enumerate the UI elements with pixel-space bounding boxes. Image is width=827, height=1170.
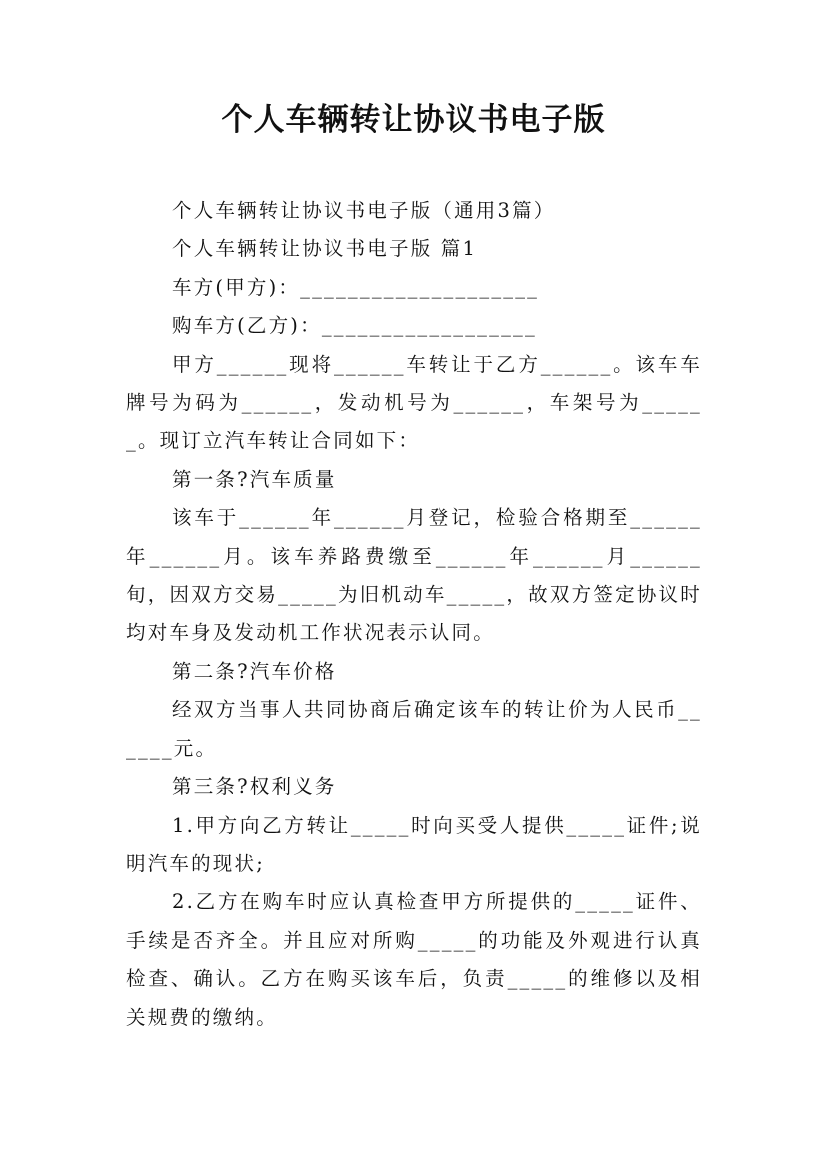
article-3-item-2: 2.乙方在购车时应认真检查甲方所提供的_____证件、手续是否齐全。并且应对所购_____的功能及外观进行认真检查、确认。乙方在购买该车后，负责_____的维修以及相关规费的缴纳。	[126, 890, 702, 1029]
buyer-party-line: 购车方(乙方)：__________________	[172, 314, 537, 338]
article-2-paragraph: 经双方当事人共同协商后确定该车的转让价为人民币______元。	[126, 698, 702, 760]
transfer-intro-paragraph: 甲方______现将______车转让于乙方______。该车车牌号为码为______，发动机号为______，车架号为______。现订立汽车转让合同如下：	[126, 352, 702, 453]
document-subtitle: 个人车辆转让协议书电子版（通用3篇）	[172, 199, 556, 222]
document-title: 个人车辆转让协议书电子版	[221, 102, 606, 138]
article-2-heading: 第二条?汽车价格	[172, 659, 337, 683]
document-body	[126, 192, 702, 1037]
article-3-heading: 第三条?权利义务	[172, 775, 337, 799]
article-1-heading: 第一条?汽车质量	[172, 467, 337, 491]
seller-party-line: 车方(甲方)：____________________	[172, 275, 540, 299]
article-3-item-1: 1.甲方向乙方转让_____时向买受人提供_____证件;说明汽车的现状;	[126, 813, 702, 875]
section-heading-part-1: 个人车辆转让协议书电子版 篇1	[172, 237, 478, 261]
article-1-paragraph: 该车于______年______月登记，检验合格期至______年______月。该车养路费缴至______年______月______旬，因双方交易_____为旧机动车_____，故双方签定协议时均对车身及发动机工作状况表示认同。	[126, 506, 702, 645]
